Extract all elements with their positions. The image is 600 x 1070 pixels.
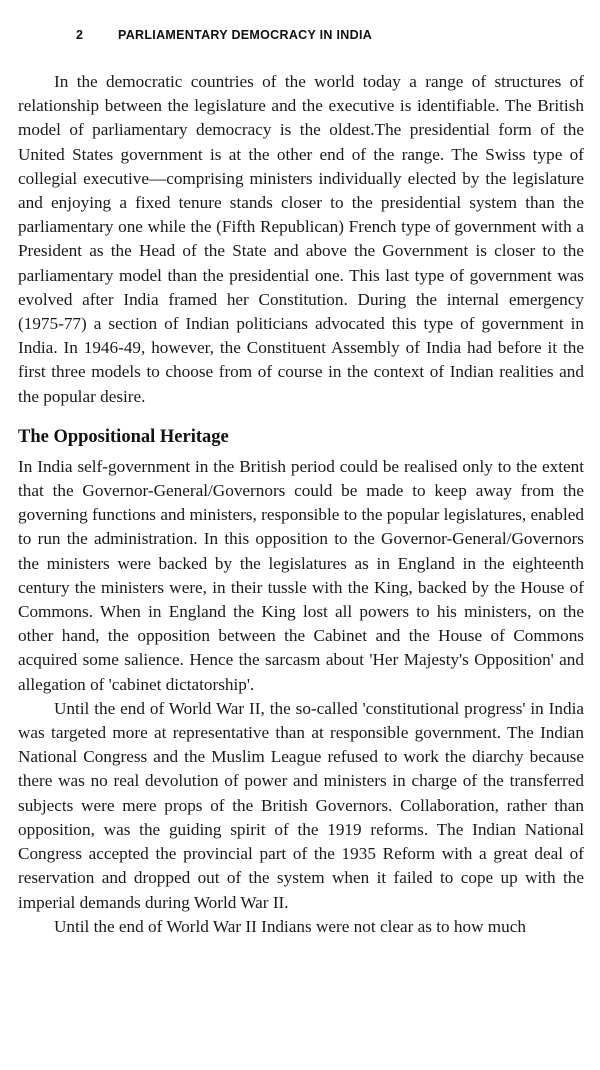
section-paragraph-1: In India self-government in the British period could be realised only to the extent that the Governor-General/Governors could be made to keep away from the governing functions and ministers, responsible to the popular legislatures, enabled to run the administration. In this opposition to the Governor-General/Governors the ministers were backed by the legislatures as in England in the eighteenth century the ministers were, in their tussle with the King, backed by the House of Commons. When in England the King lost all powers to his ministers, on the other hand, the opposition between the Cabinet and the House of Commons acquired some salience. Hence the sarcasm about 'Her Majesty's Opposition' and allegation of 'cabinet dictatorship'.: [18, 456, 584, 694]
section-heading: The Oppositional Heritage: [18, 426, 229, 447]
intro-paragraph: In the democratic countries of the world today a range of structures of relationship between the legislature and the executive is identifiable. The British model of parliamentary democracy is the oldest.The presidential form of the United States government is at the other end of the range. The Swiss type of collegial executive—comprising ministers individually elected by the legislature and enjoying a fixed tenure stands closer to the presidential system than the parliamentary one while the (Fifth Republican) French type of government with a President as the Head of the State and above the Government is closer to the parliamentary model than the presidential one. This last type of government was evolved after India framed her Constitution. During the internal emergency (1975-77) a section of Indian politicians advocated this type of government in India. In 1946-49, however, the Constituent Assembly of India had before it the first three models to choose from of course in the context of Indian realities and the popular desire.: [18, 72, 584, 406]
page-number: 2: [76, 28, 84, 42]
section-paragraph-3: Until the end of World War II Indians were not clear as to how much: [54, 916, 526, 936]
running-header: [18, 28, 584, 50]
body-text: [18, 70, 584, 939]
running-title: PARLIAMENTARY DEMOCRACY IN INDIA: [118, 28, 373, 42]
section-paragraph-2: Until the end of World War II, the so-called 'constitutional progress' in India was targeted more at representative than at responsible government. The Indian National Congress and the Muslim League refused to work the diarchy because there was no real devolution of power and ministers in charge of the transferred subjects were mere props of the British Governors. Collaboration, rather than opposition, was the guiding spirit of the 1919 reforms. The Indian National Congress accepted the provincial part of the 1935 Reform with a great deal of reservation and dropped out of the system when it failed to cope up with the imperial demands during World War II.: [18, 698, 584, 912]
